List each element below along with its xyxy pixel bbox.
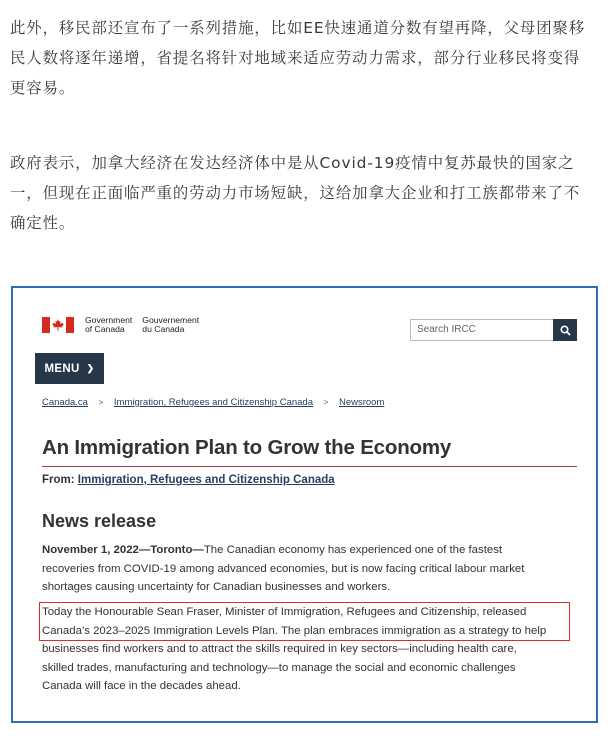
search-input[interactable]: Search IRCC: [410, 319, 553, 341]
canada-flag-icon: [42, 317, 74, 333]
highlight-box: [39, 602, 570, 641]
search-button[interactable]: [553, 319, 577, 341]
news-paragraph-1: November 1, 2022—Toronto—The Canadian economy has experienced one of the fastest recoveries from COVID-19 among advanced economies, but is now facing critical labour market shortages causing uncertainty for Canadian businesses and workers.: [42, 544, 525, 593]
dateline: November 1, 2022—Toronto—: [42, 544, 204, 556]
breadcrumb-canada[interactable]: Canada.ca: [42, 397, 88, 408]
page-title: An Immigration Plan to Grow the Economy: [42, 436, 452, 459]
gc-signature[interactable]: [42, 314, 209, 336]
from-label: From:: [42, 474, 75, 486]
chevron-down-icon: ❯: [86, 363, 95, 373]
title-underline: [42, 466, 577, 467]
chevron-right-icon: >: [98, 398, 104, 407]
from-link[interactable]: Immigration, Refugees and Citizenship Canada: [77, 474, 335, 486]
signature-en: Government of Canada: [85, 315, 133, 334]
section-heading: News release: [42, 511, 157, 531]
chevron-right-icon: >: [323, 398, 329, 407]
menu-label: MENU: [44, 362, 80, 375]
article-paragraph-1: 此外，移民部还宣布了一系列措施，比如EE快速通道分数有望再降，父母团聚移 民人数将逐年递增，省提名将针对地域来适应劳动力需求，部分行业移民将变得 更容易。: [10, 19, 586, 97]
breadcrumb: [42, 397, 384, 408]
breadcrumb-ircc[interactable]: Immigration, Refugees and Citizenship Canada: [113, 397, 313, 408]
embedded-screenshot: [11, 286, 598, 723]
search-bar: [410, 319, 577, 341]
signature-fr: Gouvernement du Canada: [142, 315, 200, 334]
search-icon: [560, 325, 571, 336]
menu-button[interactable]: [35, 353, 104, 384]
breadcrumb-newsroom[interactable]: Newsroom: [338, 397, 385, 408]
article-paragraph-2: 政府表示，加拿大经济在发达经济体中是从Covid-19疫情中复苏最快的国家之 一，但现在正面临严重的劳动力市场短缺，这给加拿大企业和打工族都带来了不 确定性。: [10, 154, 581, 232]
from-line: [42, 474, 335, 486]
news-paragraph-2: Today the Honourable Sean Fraser, Minister of Immigration, Refugees and Citizenship, released Canada’s 2023–2025 Immigration Levels Plan. The plan embraces immigration as a strategy to help businesses find workers and to attract the skills required in key sectors—including health care, skilled trades, manufacturing and technology—to manage the social and economic challenges Canada will face in the decades ahead.: [42, 606, 547, 692]
